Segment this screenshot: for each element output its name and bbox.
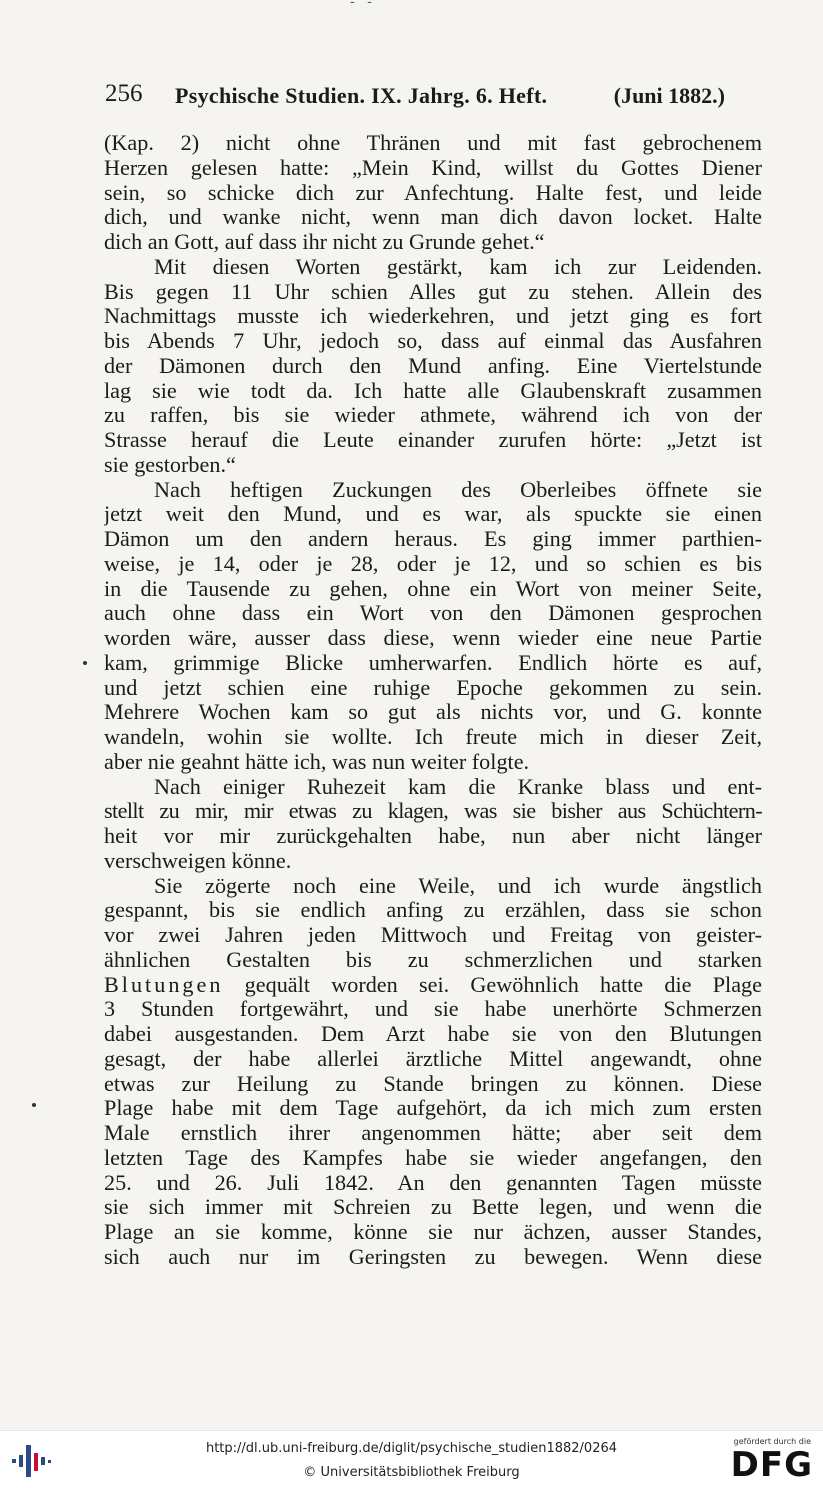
text-line: weise, je 14, oder je 28, oder je 12, und so schien es bis [104, 551, 762, 576]
text-line: sie gestorben.“ [104, 452, 236, 477]
text-line: bis Abends 7 Uhr, jedoch so, dass auf einmal das Ausfahren [104, 329, 762, 353]
line-rest: gequält worden sei. Gewöhnlich hatte die Plage [244, 972, 762, 997]
text-line: und jetzt schien eine ruhige Epoche gekommen zu sein. [104, 675, 762, 700]
text-line: worden wäre, ausser dass diese, wenn wieder eine neue Partie [104, 626, 762, 650]
text-line: Dämon um den andern heraus. Es ging immer parthien- [104, 527, 762, 551]
text-line: stellt zu mir, mir etwas zu klagen, was sie bisher aus Schüchtern- [104, 799, 762, 824]
text-line: jetzt weit den Mund, und es war, als spuckte sie einen [104, 502, 762, 527]
text-line: gesagt, der habe allerlei ärztliche Mittel angewandt, ohne [104, 1046, 762, 1071]
text-line: Plage habe mit dem Tage aufgehört, da ich mich zum ersten [104, 1096, 762, 1121]
text-line: aber nie geahnt hätte ich, was nun weiter folgte. [104, 749, 530, 774]
text-line: Mehrere Wochen kam so gut als nichts vor, und G. konnte [104, 700, 762, 725]
dfg-wordmark: DFG [730, 1445, 813, 1485]
source-url[interactable]: http://dl.ub.uni-freiburg.de/diglit/psychische_studien1882/0264 [205, 1441, 618, 1456]
text-line: 3 Stunden fortgewährt, und sie habe unerhörte Schmerzen [104, 997, 762, 1022]
dfg-logo [707, 1437, 815, 1483]
text-line: sie sich immer mit Schreien zu Bette legen, und wenn die [104, 1195, 762, 1220]
margin-mark [32, 1103, 36, 1107]
text-line: lag sie wie todt da. Ich hatte alle Glaubenskraft zusammen [104, 378, 762, 403]
copyright-text: © Universitätsbibliothek Freiburg [303, 1465, 520, 1480]
text-line: Bis gegen 11 Uhr schien Alles gut zu stehen. Allein des [104, 279, 762, 304]
spaced-word: Blutungen [104, 972, 224, 997]
page-number: 256 [105, 80, 143, 107]
body-text [104, 131, 762, 1270]
funder-caption: gefördert durch die [733, 1437, 811, 1446]
text-line: dabei ausgestanden. Dem Arzt habe sie von den Blutungen [104, 1022, 762, 1046]
text-line: wandeln, wohin sie wollte. Ich freute mich in dieser Zeit, [104, 725, 762, 749]
text-line: der Dämonen durch den Mund anfing. Eine Viertelstunde [104, 353, 762, 378]
page-header [105, 80, 725, 114]
text-line: Nachmittags musste ich wiederkehren, und jetzt ging es fort [104, 304, 762, 329]
text-line: Strasse herauf die Leute einander zurufen hörte: „Jetzt ist [104, 428, 762, 452]
text-line: heit vor mir zurückgehalten habe, nun aber nicht länger [104, 824, 762, 848]
text-line: dich an Gott, auf dass ihr nicht zu Grunde gehet.“ [104, 230, 545, 254]
text-line: gespannt, bis sie endlich anfing zu erzählen, dass sie schon [104, 898, 762, 923]
text-line: Herzen gelesen hatte: „Mein Kind, willst du Gottes Diener [104, 155, 762, 180]
text-line: Nach heftigen Zuckungen des Oberleibes öffnete sie [154, 477, 762, 502]
text-line: in die Tausende zu gehen, ohne ein Wort von meiner Seite, [104, 576, 762, 601]
viewer-footer [0, 1430, 823, 1488]
text-line: Male ernstlich ihrer angenommen hätte; aber seit dem [104, 1121, 762, 1145]
text-line: (Kap. 2) nicht ohne Thränen und mit fast gebrochenem [104, 131, 762, 155]
text-line: Mit diesen Worten gestärkt, kam ich zur Leidenden. [154, 254, 762, 279]
text-line: letzten Tage des Kampfes habe sie wieder angefangen, den [104, 1145, 762, 1170]
running-title: Psychische Studien. IX. Jahrg. 6. Heft. [175, 83, 548, 108]
text-line [104, 973, 762, 998]
text-line: ähnlichen Gestalten bis zu schmerzlichen und starken [104, 947, 762, 972]
text-line: Sie zögerte noch eine Weile, und ich wurde ängstlich [154, 873, 762, 898]
text-line: etwas zur Heilung zu Stande bringen zu können. Diese [104, 1071, 762, 1096]
text-line: zu raffen, bis sie wieder athmete, während ich von der [104, 403, 762, 428]
text-line: verschweigen könne. [104, 848, 292, 873]
text-line: sich auch nur im Geringsten zu bewegen. Wenn diese [104, 1244, 762, 1269]
text-line: dich, und wanke nicht, wenn man dich davon locket. Halte [104, 205, 762, 230]
margin-mark [83, 661, 87, 665]
text-line: kam, grimmige Blicke umherwarfen. Endlich hörte es auf, [104, 650, 762, 675]
text-line: 25. und 26. Juli 1842. An den genannten Tagen müsste [104, 1170, 762, 1195]
top-mark: - - [350, 0, 376, 10]
text-line: Nach einiger Ruhezeit kam die Kranke blass und ent- [154, 774, 762, 799]
issue-date: (Juni 1882.) [613, 83, 725, 108]
text-line: sein, so schicke dich zur Anfechtung. Halte fest, und leide [104, 180, 762, 205]
text-line: auch ohne dass ein Wort von den Dämonen gesprochen [104, 601, 762, 626]
text-line: vor zwei Jahren jeden Mittwoch und Freitag von geister- [104, 923, 762, 947]
text-line: Plage an sie komme, könne sie nur ächzen, ausser Standes, [104, 1220, 762, 1244]
